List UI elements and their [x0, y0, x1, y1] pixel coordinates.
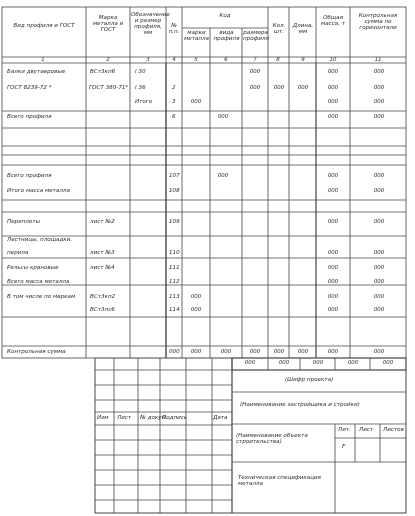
row-code-grade: 000	[190, 99, 202, 105]
table-border	[2, 7, 406, 358]
row-profile-size: I 36	[135, 85, 146, 91]
row-number: 000	[169, 349, 180, 355]
row-total-mass: 000	[327, 294, 339, 300]
header-length: Длина, мм	[292, 23, 314, 35]
specification-title: Техническая спецификация металла	[238, 475, 321, 487]
header-total-mass: Общая масса, т	[320, 15, 346, 27]
row-code-size: 000	[249, 349, 261, 355]
row-number: 112	[169, 279, 180, 285]
title-col-doc-number: № докум.	[140, 415, 168, 421]
row-total-mass: 000	[327, 99, 339, 105]
row-steel-grade: ВСт3пс6	[90, 307, 115, 313]
row-control-sum: 000	[373, 85, 385, 91]
check-value: 000	[382, 360, 394, 366]
row-profile-name: Всего профиля	[7, 114, 52, 120]
header-view-profile: Вид профиля и ГОСТ	[13, 23, 75, 29]
row-number: 2	[172, 85, 176, 91]
row-number: 3	[172, 99, 176, 105]
header-steel-grade: Марка металла и ГОСТ	[92, 15, 124, 33]
row-control-sum: 000	[373, 69, 385, 75]
row-subtotal-label: Итого	[135, 99, 153, 105]
row-number: 113	[169, 294, 180, 300]
column-number: 2	[106, 57, 110, 63]
title-col-sheet: Лист	[117, 415, 132, 421]
row-code-view: 000	[217, 114, 229, 120]
column-number: 8	[276, 57, 280, 63]
row-code-size: 000	[249, 69, 261, 75]
column-number: 4	[172, 57, 176, 63]
check-value: 000	[347, 360, 359, 366]
row-steel-grade: лист №4	[90, 265, 115, 271]
header-code-view: вида профиля	[213, 30, 240, 42]
title-col-change: Изм	[97, 415, 109, 421]
row-quantity: 000	[273, 349, 285, 355]
row-control-sum: 000	[373, 99, 385, 105]
row-control-sum: 000	[373, 114, 385, 120]
row-code-grade: 000	[190, 349, 202, 355]
column-number: 10	[329, 57, 337, 63]
row-profile-name: В том числе по маркам	[7, 294, 76, 300]
row-total-mass: 000	[327, 307, 339, 313]
row-profile-name: Балки двутавровые	[7, 69, 66, 75]
row-steel-grade: лист №2	[90, 219, 115, 225]
lit-label: Лит.	[338, 427, 351, 433]
row-length: 000	[297, 349, 309, 355]
row-total-mass: 000	[327, 114, 339, 120]
sheets-total-label: Листов	[383, 427, 404, 433]
row-total-mass: 000	[327, 69, 339, 75]
row-total-mass: 000	[327, 265, 339, 271]
check-value: 000	[244, 360, 256, 366]
column-number: 3	[146, 57, 150, 63]
header-code: Код	[219, 13, 231, 19]
row-profile-name: Всего масса металла	[7, 279, 70, 285]
header-row-number: № п.п.	[168, 23, 180, 35]
row-profile-size: I 30	[135, 69, 146, 75]
row-number: 107	[169, 173, 180, 179]
row-code-view: 000	[220, 349, 232, 355]
column-number: 11	[374, 57, 382, 63]
header-quantity: Кол. шт.	[272, 23, 286, 35]
header-code-size: размера профиля	[243, 30, 269, 42]
row-total-mass: 000	[327, 219, 339, 225]
header-code-grade: марки металла	[184, 30, 209, 42]
row-code-grade: 000	[190, 294, 202, 300]
row-number: 114	[169, 307, 180, 313]
column-number: 1	[41, 57, 45, 63]
row-control-sum: 000	[373, 250, 385, 256]
row-control-sum: 000	[373, 188, 385, 194]
row-steel-grade: ВСт3кп6	[90, 69, 116, 75]
object-name-label: (Наименование застройщика и стройки)	[240, 402, 360, 408]
row-code-view: 000	[217, 173, 229, 179]
row-number: 110	[169, 250, 180, 256]
check-value: 000	[312, 360, 324, 366]
row-total-mass: 000	[327, 279, 339, 285]
row-steel-grade: лист №3	[90, 250, 115, 256]
row-profile-name: перила	[7, 250, 29, 256]
row-number: 109	[169, 219, 180, 225]
row-profile-name: Итого масса металла	[7, 188, 70, 194]
row-profile-name: Переплеты	[7, 219, 40, 225]
row-quantity: 000	[273, 85, 285, 91]
row-number: 108	[169, 188, 180, 194]
row-profile-name: Рельсы крановые	[7, 265, 59, 271]
row-length: 000	[297, 85, 309, 91]
row-control-sum: 000	[373, 294, 385, 300]
row-control-sum: 000	[373, 265, 385, 271]
title-col-signature: Подпись	[162, 415, 188, 421]
row-profile-name: Всего профиля	[7, 173, 52, 179]
row-total-mass: 000	[327, 250, 339, 256]
row-number: 6	[172, 114, 176, 120]
project-code-label: (Шифр проекта)	[285, 377, 334, 383]
column-number: 7	[253, 57, 257, 63]
row-control-sum: 000	[373, 173, 385, 179]
row-steel-grade: ГОСТ 380-71*	[89, 85, 129, 91]
row-control-sum: 000	[373, 349, 385, 355]
sheet-label: Лист	[359, 427, 374, 433]
row-profile-name: Лестницы, площадки,	[7, 237, 73, 243]
header-control-sum: Контрольная сумма по горизонтали	[358, 13, 398, 31]
row-code-grade: 000	[190, 307, 202, 313]
column-number: 9	[301, 57, 305, 63]
check-value: 000	[278, 360, 290, 366]
row-steel-grade: ВСт3кп2	[90, 294, 116, 300]
row-code-size: 000	[249, 85, 261, 91]
row-total-mass: 000	[327, 173, 339, 179]
row-total-mass: 000	[327, 85, 339, 91]
building-name-label: (Наименование объекта строительства)	[236, 433, 308, 445]
row-control-sum: 000	[373, 219, 385, 225]
column-number: 6	[224, 57, 228, 63]
row-number: 111	[169, 265, 180, 271]
column-number: 5	[194, 57, 198, 63]
sheet-value: F	[342, 444, 346, 450]
row-profile-name: Контрольная сумма	[7, 349, 66, 355]
row-total-mass: 000	[327, 188, 339, 194]
title-col-date: Дата	[213, 415, 228, 421]
row-total-mass: 000	[327, 349, 339, 355]
header-profile-size: Обозначение и размер профиля, мм	[131, 12, 170, 36]
row-profile-name: ГОСТ 8239-72 *	[7, 85, 52, 91]
row-control-sum: 000	[373, 279, 385, 285]
row-control-sum: 000	[373, 307, 385, 313]
